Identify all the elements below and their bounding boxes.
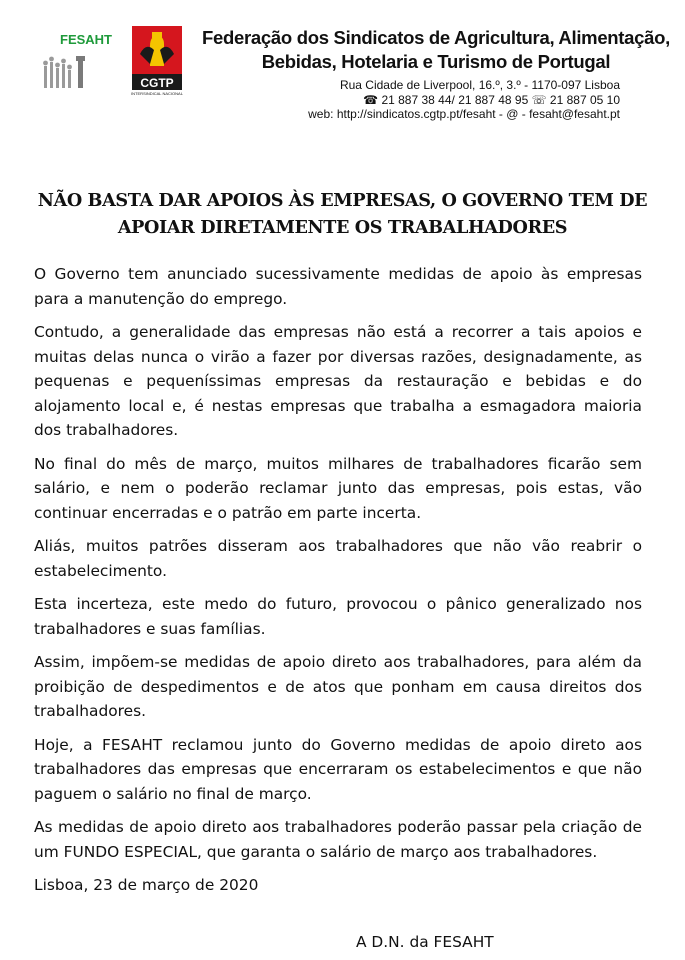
paragraph: Aliás, muitos patrões disseram aos trabalhadores que não vão reabrir o estabelecimento. <box>34 537 642 580</box>
document-title <box>36 187 649 241</box>
letterhead <box>0 0 685 130</box>
web-email: web: http://sindicatos.cgtp.pt/fesaht - @ - fesaht@fesaht.pt <box>308 107 620 121</box>
fesaht-logo <box>38 26 122 92</box>
cgtp-logo <box>126 24 188 96</box>
organization-name <box>196 26 676 74</box>
paragraph: As medidas de apoio direto aos trabalhadores poderão passar pela criação de um FUNDO ESPECIAL, que garanta o salário de março aos trabalhadores. <box>34 818 642 861</box>
paragraph: No final do mês de março, muitos milhares de trabalhadores ficarão sem salário, e nem o poderão reclamar junto das empresas, pois estas, vão continuar encerradas e o patrão em parte incerta. <box>34 454 642 522</box>
worker-figures-icon <box>43 56 85 88</box>
paragraph: Contudo, a generalidade das empresas não está a recorrer a tais apoios e muitas delas nunca o virão a fazer por diversas razões, designadamente, as pequenas e pequeníssimas empresas da restauração e bebidas e do alojamento local e, é nestas empresas que trabalha a esmagadora maioria dos trabalhadores. <box>34 323 642 439</box>
contact-block <box>240 78 620 122</box>
signature: A D.N. da FESAHT <box>356 933 494 951</box>
phone-fax: ☎ 21 887 38 44/ 21 887 48 95 ☏ 21 887 05 10 <box>363 92 620 107</box>
paragraph: Esta incerteza, este medo do futuro, provocou o pânico generalizado nos trabalhadores e suas famílias. <box>34 595 642 638</box>
title-line1: NÃO BASTA DAR APOIOS ÀS EMPRESAS, O GOVERNO TEM DE <box>37 190 648 211</box>
paragraph: Assim, impõem-se medidas de apoio direto aos trabalhadores, para além da proibição de despedimentos e de atos que ponham em causa direitos dos trabalhadores. <box>34 653 642 720</box>
document-body <box>34 262 642 907</box>
fesaht-logo-text: FESAHT <box>60 32 112 47</box>
organization-name-line2: Bebidas, Hotelaria e Turismo de Portugal <box>261 51 611 72</box>
cgtp-logo-subtext: INTERSINDICAL NACIONAL <box>131 91 183 96</box>
organization-name-line1: Federação dos Sindicatos de Agricultura, Alimentação, <box>202 27 670 48</box>
address: Rua Cidade de Liverpool, 16.º, 3.º - 1170-097 Lisboa <box>339 78 620 92</box>
document-date: Lisboa, 23 de março de 2020 <box>34 876 259 894</box>
paragraph: O Governo tem anunciado sucessivamente medidas de apoio às empresas para a manutenção do emprego. <box>34 265 642 308</box>
paragraph: Hoje, a FESAHT reclamou junto do Governo medidas de apoio direto aos trabalhadores das empresas que encerraram os estabelecimentos e que não paguem o salário no final de março. <box>34 735 642 803</box>
cgtp-logo-text: CGTP <box>140 76 174 90</box>
title-line2: APOIAR DIRETAMENTE OS TRABALHADORES <box>117 217 568 238</box>
